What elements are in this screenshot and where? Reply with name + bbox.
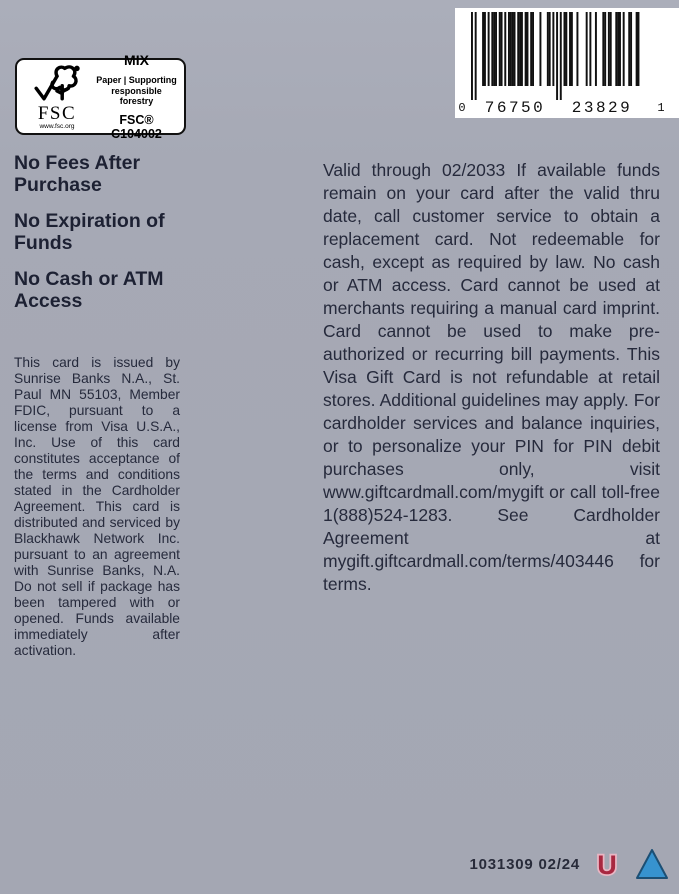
- barcode-left-digit: 0: [458, 101, 466, 115]
- fsc-certification-label: [15, 52, 186, 141]
- fsc-tree-checkmark-icon: [31, 62, 83, 106]
- barcode-bars: [471, 12, 639, 100]
- print-code: 1031309 02/24: [469, 855, 580, 873]
- barcode-group1: 76750: [484, 99, 546, 117]
- benefit-no-expiration: No Expiration of Funds: [14, 210, 165, 254]
- blue-triangle-icon: [634, 847, 670, 881]
- terms-notice: Valid through 02/2033 If available funds remain on your card after the valid thru date, call customer service to obtain a replacement card. Not redeemable for cash, except as required by law. No cash or ATM access. Card cannot be used at merchants requiring a manual card imprint. Card cannot be used to make pre-authorized or recurring bill payments. This Visa Gift Card is not refundable at retail stores. Additional guidelines may apply. For cardholder services and balance inquiries, or to personalize your PIN for PIN debit purchases only, visit www.giftcardmall.com/mygift or call toll-free 1(888)524-1283. See Cardholder Agreement at mygift.giftcardmall.com/terms/403446 for terms.: [323, 160, 660, 594]
- footer-row: [470, 846, 670, 882]
- benefit-no-cash-access: No Cash or ATM Access: [14, 268, 164, 312]
- fsc-brand-text: FSC: [37, 103, 77, 125]
- fsc-cert-code: FSC® C104002: [111, 112, 162, 141]
- barcode-group2: 23829: [571, 99, 633, 117]
- upc-barcode: [455, 8, 679, 118]
- u-mark-letter: U: [597, 850, 617, 880]
- fsc-paper-line1: Paper | Supporting: [96, 75, 177, 86]
- benefit-no-fees: No Fees After Purchase: [14, 152, 141, 196]
- u-mark-logo-icon: [589, 846, 625, 882]
- fsc-certification-text: [95, 52, 178, 140]
- benefits-list: [14, 153, 182, 327]
- fsc-mix-label: MIX: [124, 52, 149, 69]
- fsc-url-text: www.fsc.org: [39, 123, 75, 131]
- fsc-paper-line2: responsible forestry: [111, 85, 162, 107]
- barcode-right-digit: 1: [657, 101, 665, 115]
- issuer-notice: This card is issued by Sunrise Banks N.A., St. Paul MN 55103, Member FDIC, pursuant to a license from Visa U.S.A., Inc. Use of this card constitutes acceptance of the terms and conditions stated in the Cardholder Agreement. This card is distributed and serviced by Blackhawk Network Inc. pursuant to an agreement with Sunrise Banks, N.A. Do not sell if package has been tampered with or opened. Funds available immediately after activation.: [14, 355, 180, 658]
- barcode-graphic: [455, 8, 679, 118]
- fsc-logo-block: [25, 62, 89, 131]
